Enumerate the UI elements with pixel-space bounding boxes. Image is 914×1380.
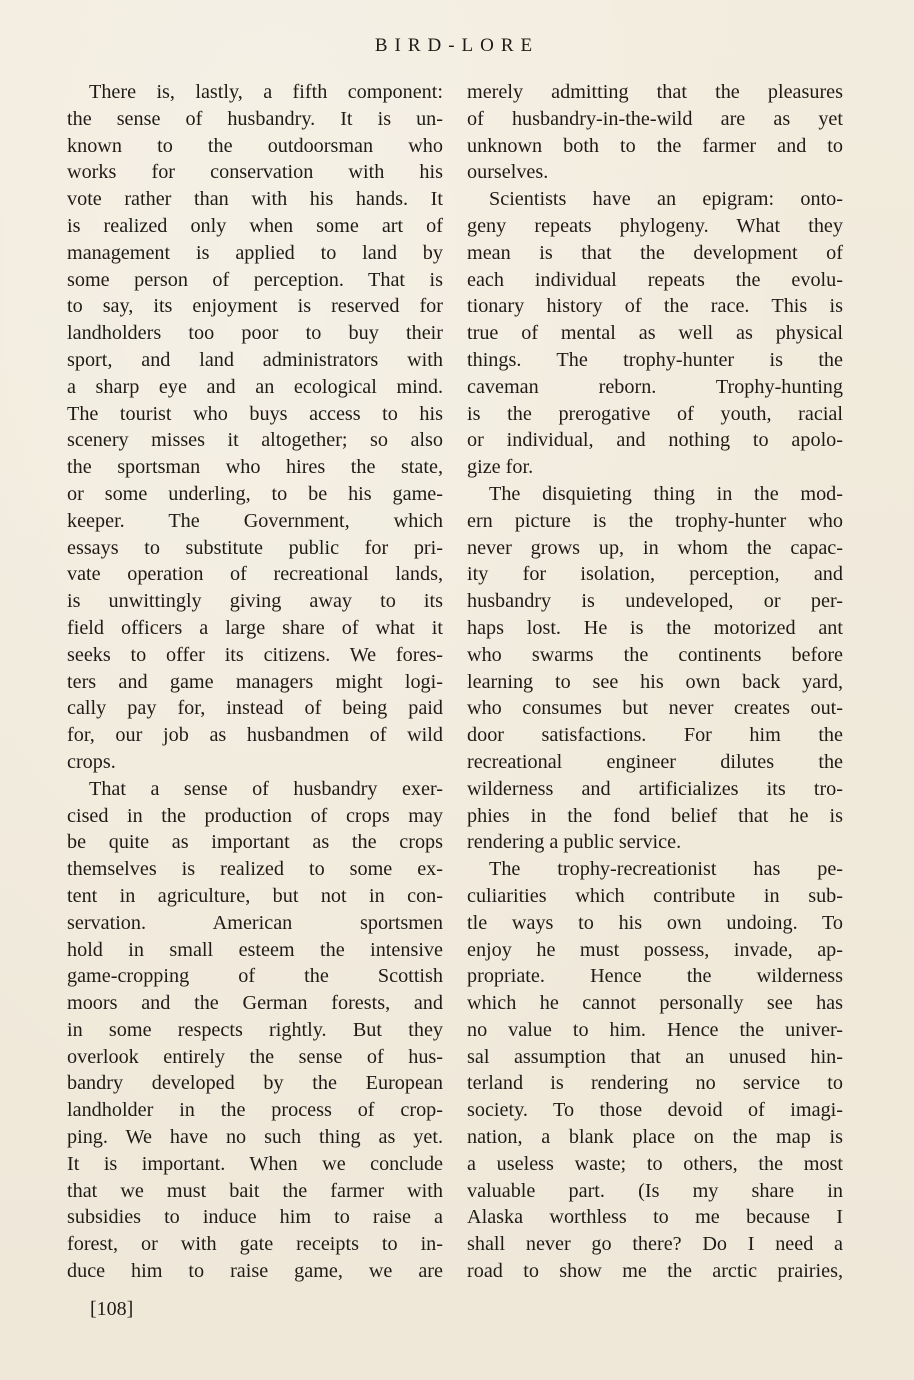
- text-line: wilderness and artificializes its tro-: [467, 777, 843, 800]
- text-line: bandry developed by the European: [67, 1072, 443, 1095]
- text-line: never grows up, in whom the capac-: [467, 536, 843, 559]
- text-line: The trophy-recreationist has pe-: [489, 858, 843, 881]
- text-line: valuable part. (Is my share in: [467, 1179, 843, 1202]
- text-line: mean is that the development of: [467, 241, 843, 264]
- text-line: shall never go there? Do I need a: [467, 1233, 843, 1256]
- text-line: game-cropping of the Scottish: [67, 965, 443, 988]
- text-line: of husbandry-in-the-wild are as yet: [467, 107, 843, 130]
- text-line: recreational engineer dilutes the: [467, 750, 843, 773]
- text-line: Scientists have an epigram: onto-: [489, 188, 843, 211]
- text-line: hold in small esteem the intensive: [67, 938, 443, 961]
- text-line: is realized only when some art of: [67, 214, 443, 237]
- text-line: moors and the German forests, and: [67, 992, 443, 1015]
- text-line: subsidies to induce him to raise a: [67, 1206, 443, 1229]
- text-line: field officers a large share of what it: [67, 616, 443, 639]
- text-line: the sense of husbandry. It is un-: [67, 107, 443, 130]
- text-line: propriate. Hence the wilderness: [467, 965, 843, 988]
- text-line: servation. American sportsmen: [67, 911, 443, 934]
- text-line: gize for.: [467, 456, 534, 479]
- text-line: forest, or with gate receipts to in-: [67, 1233, 443, 1256]
- text-line: ping. We have no such thing as yet.: [67, 1126, 443, 1149]
- text-line: tent in agriculture, but not in con-: [67, 884, 443, 907]
- text-line: ern picture is the trophy-hunter who: [467, 509, 843, 532]
- text-line: geny repeats phylogeny. What they: [467, 214, 843, 237]
- text-line: crops.: [67, 750, 116, 773]
- text-line: overlook entirely the sense of hus-: [67, 1045, 443, 1068]
- text-line: caveman reborn. Trophy-hunting: [467, 375, 843, 398]
- text-line: phies in the fond belief that he is: [467, 804, 843, 827]
- text-line: which he cannot personally see has: [467, 992, 843, 1015]
- text-line: haps lost. He is the motorized ant: [467, 616, 843, 639]
- text-line: some person of perception. That is: [67, 268, 443, 291]
- text-line: door satisfactions. For him the: [467, 724, 843, 747]
- text-line: society. To those devoid of imagi-: [467, 1099, 843, 1122]
- text-line: road to show me the arctic prairies,: [467, 1260, 843, 1283]
- text-line: sal assumption that an unused hin-: [467, 1045, 843, 1068]
- text-line: is unwittingly giving away to its: [67, 590, 443, 613]
- text-line: scenery misses it altogether; so also: [67, 429, 443, 452]
- text-line: terland is rendering no service to: [467, 1072, 843, 1095]
- text-line: each individual repeats the evolu-: [467, 268, 843, 291]
- text-line: works for conservation with his: [67, 161, 443, 184]
- text-line: tionary history of the race. This is: [467, 295, 843, 318]
- text-line: essays to substitute public for pri-: [67, 536, 443, 559]
- text-line: is the prerogative of youth, racial: [467, 402, 843, 425]
- text-line: seeks to offer its citizens. We fores-: [67, 643, 443, 666]
- running-head: BIRD-LORE: [374, 35, 540, 56]
- text-line: vote rather than with his hands. It: [67, 188, 443, 211]
- text-line: rendering a public service.: [467, 831, 682, 854]
- text-line: that we must bait the farmer with: [67, 1179, 443, 1202]
- text-line: duce him to raise game, we are: [67, 1260, 443, 1283]
- text-line: It is important. When we conclude: [67, 1152, 443, 1175]
- text-line: learning to see his own back yard,: [467, 670, 843, 693]
- text-line: The disquieting thing in the mod-: [489, 482, 843, 505]
- text-line: vate operation of recreational lands,: [67, 563, 443, 586]
- text-line: who consumes but never creates out-: [467, 697, 843, 720]
- text-line: landholder in the process of crop-: [67, 1099, 443, 1122]
- text-line: husbandry is undeveloped, or per-: [467, 590, 843, 613]
- text-line: management is applied to land by: [67, 241, 443, 264]
- text-line: for, our job as husbandmen of wild: [67, 724, 443, 747]
- page-number: [108]: [90, 1298, 134, 1320]
- text-line: landholders too poor to buy their: [67, 322, 443, 345]
- text-line: cised in the production of crops may: [67, 804, 443, 827]
- text-line: merely admitting that the pleasures: [467, 81, 843, 103]
- text-line: The tourist who buys access to his: [67, 402, 443, 425]
- text-line: or individual, and nothing to apolo-: [467, 429, 843, 452]
- text-line: unknown both to the farmer and to: [467, 134, 843, 157]
- text-line: sport, and land administrators with: [67, 348, 443, 371]
- text-line: culiarities which contribute in sub-: [467, 884, 843, 907]
- text-line: enjoy he must possess, invade, ap-: [467, 938, 843, 961]
- text-line: a sharp eye and an ecological mind.: [67, 375, 443, 398]
- text-line: There is, lastly, a fifth component:: [89, 81, 443, 103]
- text-line: themselves is realized to some ex-: [67, 858, 443, 881]
- text-line: keeper. The Government, which: [67, 509, 443, 532]
- text-line: Alaska worthless to me because I: [467, 1206, 843, 1229]
- text-line: ity for isolation, perception, and: [467, 563, 843, 586]
- text-line: known to the outdoorsman who: [67, 134, 443, 157]
- left-text-column: [67, 79, 443, 1285]
- text-line: in some respects rightly. But they: [67, 1018, 443, 1041]
- right-text-column: [467, 79, 843, 1285]
- text-line: no value to him. Hence the univer-: [467, 1018, 843, 1041]
- text-line: who swarms the continents before: [467, 643, 843, 666]
- text-line: That a sense of husbandry exer-: [89, 777, 443, 800]
- text-line: be quite as important as the crops: [67, 831, 443, 854]
- text-line: things. The trophy-hunter is the: [467, 348, 843, 371]
- text-line: ters and game managers might logi-: [67, 670, 443, 693]
- text-line: cally pay for, instead of being paid: [67, 697, 443, 720]
- text-line: true of mental as well as physical: [467, 322, 843, 345]
- text-line: to say, its enjoyment is reserved for: [67, 295, 443, 318]
- text-line: the sportsman who hires the state,: [67, 456, 443, 479]
- text-line: nation, a blank place on the map is: [467, 1126, 843, 1149]
- text-line: or some underling, to be his game-: [67, 482, 443, 505]
- text-line: tle ways to his own undoing. To: [467, 911, 843, 934]
- text-line: a useless waste; to others, the most: [467, 1152, 843, 1175]
- text-line: ourselves.: [467, 161, 549, 184]
